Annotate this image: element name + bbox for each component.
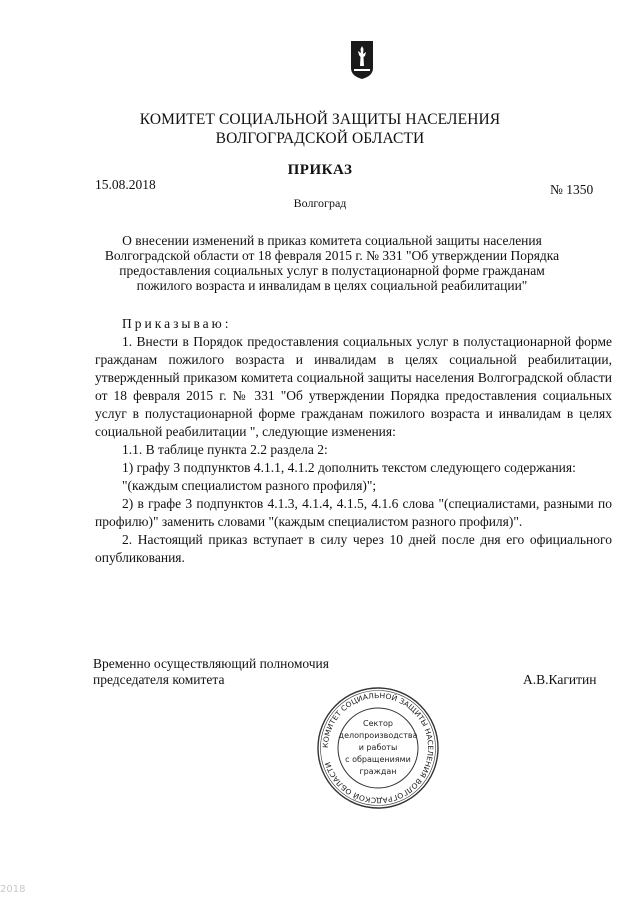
issuer-line-1: КОМИТЕТ СОЦИАЛЬНОЙ ЗАЩИТЫ НАСЕЛЕНИЯ	[139, 111, 501, 128]
signatory-name: А.В.Кагитин	[523, 672, 597, 687]
subject-line-3: предоставления социальных услуг в полустационарной форме гражданам	[119, 263, 545, 278]
subject-line-1: О внесении изменений в приказ комитета социальной защиты населения	[122, 233, 542, 248]
stamp-ring-text: КОМИТЕТ СОЦИАЛЬНОЙ ЗАЩИТЫ НАСЕЛЕНИЯ ВОЛГОГРАДСКОЙ ОБЛАСТИ	[320, 690, 436, 806]
document-body	[95, 315, 612, 567]
stamp-line-2: делопроизводства	[338, 731, 418, 740]
issuer-line-2: ВОЛГОГРАДСКОЙ ОБЛАСТИ	[215, 130, 425, 147]
paragraph-1-1-2: 2) в графе 3 подпунктов 4.1.3, 4.1.4, 4.1.5, 4.1.6 слова "(специалистами, разными по профилю)" заменить словами "(каждым специалистом разного профиля)".	[95, 496, 612, 529]
signatory-title	[93, 656, 329, 688]
signatory-title-line-2: председателя комитета	[93, 672, 225, 687]
document-subject	[92, 233, 572, 293]
subject-line-2: Волгоградской области от 18 февраля 2015 г. № 331 "Об утверждении Порядка	[104, 248, 560, 263]
document-number: № 1350	[550, 182, 594, 197]
stamp-line-3: и работы	[358, 743, 398, 752]
paragraph-1-1-1: 1) графу 3 подпунктов 4.1.1, 4.1.2 дополнить текстом следующего содержания:	[122, 460, 576, 475]
paragraph-1: 1. Внести в Порядок предоставления социальных услуг в полустационарной форме гражданам пожилого возраста и инвалидам в целях социальной реабилитации, утвержденный приказом комитета социальной защиты населения Волгоградской области от 18 февраля 2015 г. № 331 "Об утверждении Порядка предоставления социальных услуг в полустационарной форме гражданам пожилого возраста и инвалидам в целях социальной реабилитации ", следующие изменения:	[95, 334, 612, 439]
paragraph-1-1: 1.1. В таблице пункта 2.2 раздела 2:	[122, 442, 328, 457]
document-city: Волгоград	[293, 196, 347, 210]
volgograd-coat-of-arms-icon	[350, 40, 374, 80]
paragraph-1-1-1-quote: "(каждым специалистом разного профиля)";	[122, 478, 377, 493]
paragraph-2: 2. Настоящий приказ вступает в силу через 10 дней после дня его официального опубликования.	[95, 532, 612, 565]
signatory-title-line-1: Временно осуществляющий полномочия	[93, 656, 329, 671]
footer-year-mark: 2018	[0, 884, 26, 895]
issuer-header	[0, 110, 640, 148]
order-heading: Приказываю:	[122, 316, 232, 331]
stamp-line-4: с обращениями	[345, 755, 411, 764]
document-type: ПРИКАЗ	[287, 162, 353, 178]
stamp-line-5: граждан	[359, 767, 397, 776]
office-stamp	[316, 686, 440, 810]
subject-line-4: пожилого возраста и инвалидам в целях социальной реабилитации"	[136, 278, 528, 293]
stamp-line-1: Сектор	[363, 719, 393, 728]
document-date: 15.08.2018	[95, 177, 156, 192]
